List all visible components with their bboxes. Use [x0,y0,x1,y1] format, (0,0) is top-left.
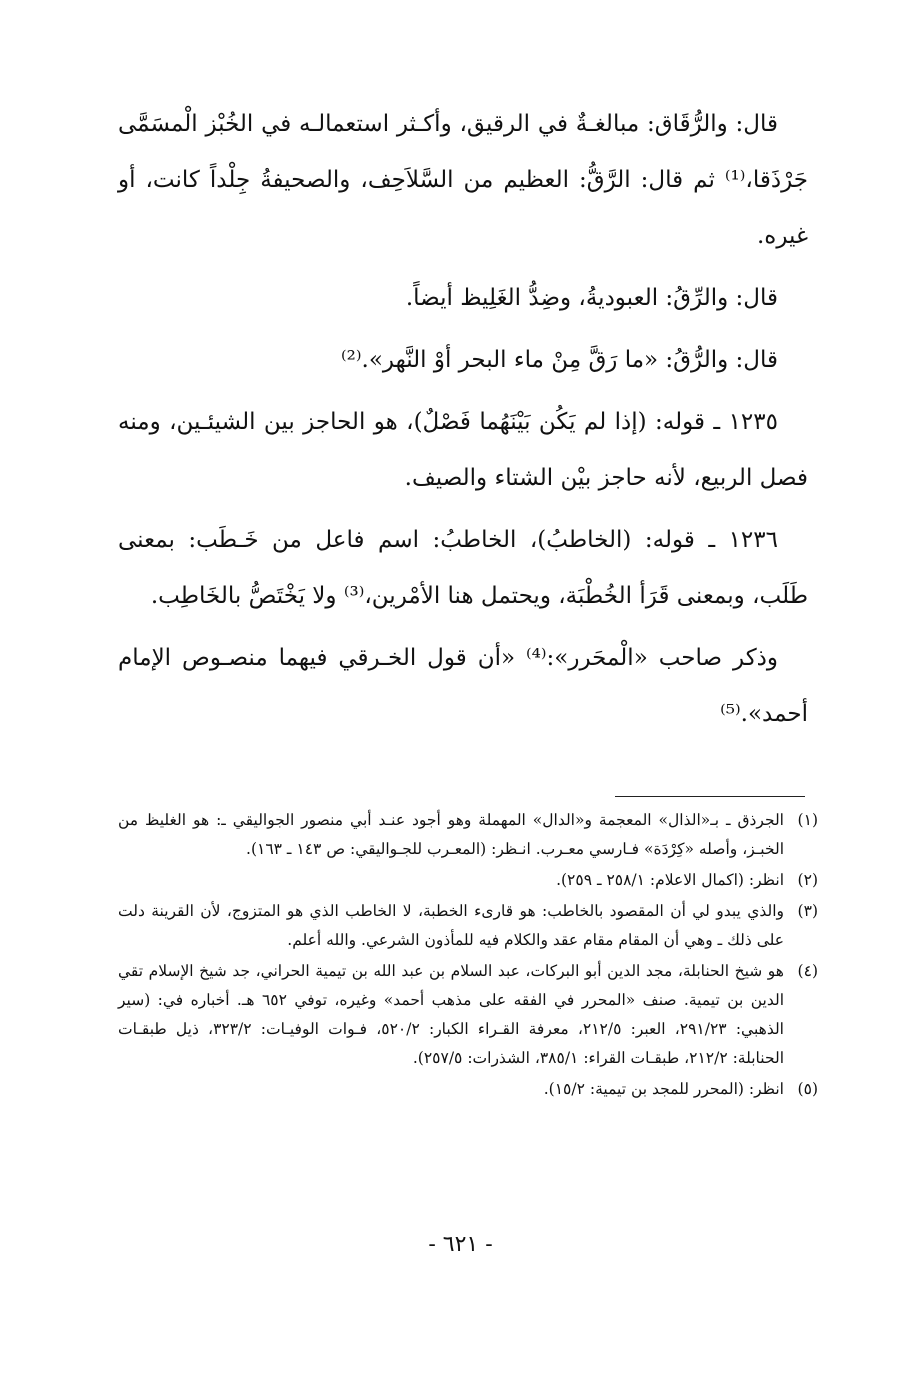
footnote-2 [118,866,818,895]
footnote-1 [118,806,818,864]
footnotes [118,806,818,1106]
footnote-number: (٣) [797,902,818,920]
footnote-number: (٢) [797,871,818,889]
footnote-separator [615,796,805,797]
paragraph-2: قال: والرِّقُ: العبوديةُ، وضِدُّ الغَلِيظ أيضاً. [405,285,778,311]
footnote-text: والذي يبدو لي أن المقصود بالخاطب: هو قارىء الخطبة، لا الخاطب الذي هو المتزوج، لأن القرينة دلت على ذلك ـ وهي أن المقام مقام عقد والكلام فيه للمأذون الشرعي. والله أعلم. [118,902,784,949]
paragraph-1: قال: والرُّقَاق: مبالغـةٌ في الرقيق، وأكـثر استعمالـه في الخُبْز الْمسَمَّى جَرْذَقا،⁽¹⁾ ثم قال: الرَّقُّ: العظيم من السَّلاَحِف، والصحيفةُ جِلْداً كانت، أو غيره. [118,111,808,249]
footnote-text: انظر: (اكمال الاعلام: ٢٥٨/١ ـ ٢٥٩). [556,871,784,889]
footnote-number: (٥) [797,1080,818,1098]
footnote-text: انظر: (المحرر للمجد بن تيمية: ١٥/٢). [543,1080,784,1098]
footnote-5 [118,1075,818,1104]
paragraph-5: ١٢٣٦ ـ قوله: (الخاطبُ)، الخاطبُ: اسم فاعل من خَـطَب: بمعنى طَلَب، وبمعنى قَرَأ الخُطْبَة، ويحتمل هنا الأمْرين،⁽³⁾ ولا يَخْتَصُّ بالخَاطِب. [118,527,808,609]
paragraph-4: ١٢٣٥ ـ قوله: (إذا لم يَكُن بَيْنَهُما فَصْلٌ)، هو الحاجز بين الشيئـين، ومنه فصل الربيع، لأنه حاجز بيْن الشتاء والصيف. [118,409,808,491]
footnote-text: هو شيخ الحنابلة، مجد الدين أبو البركات، عبد السلام بن عبد الله بن تيمية الحراني، جد شيخ الإسلام تقي الدين بن تيمية. صنف «المحرر في الفقه على مذهب أحمد» وغيره، توفي ٦٥٢ هـ. أخباره في: (سير الذهبي: ٢٩١/٢٣، العبر: ٢١٢/٥، معرفة القـراء الكبار: ٥٢٠/٢، فـوات الوفيـات: ٣٢٣/٢، ذيل طبقـات الحنابلة: ٢١٢/٢، طبقـات القراء: ٣٨٥/١، الشذرات: ٢٥٧/٥). [118,962,784,1067]
footnote-number: (١) [797,811,818,829]
footnote-text: الجرذق ـ بـ«الذال» المعجمة و«الدال» المهملة وهو أجود عنـد أبي منصور الجواليقي ـ: هو الغليظ من الخبـز، وأصله «كِرْدَة» فـارسي معـرب. انـظر: (المعـرب للجـواليقي: ص ١٤٣ ـ ١٦٣). [118,811,784,858]
footnote-4 [118,957,818,1073]
paragraph-3: قال: والرُّقُ: «ما رَقَّ مِنْ ماء البحر أوْ النَّهر».⁽²⁾ [341,347,778,373]
footnote-number: (٤) [797,962,818,980]
main-text [118,96,808,748]
paragraph-6: وذكر صاحب «الْمحَرر»:⁽⁴⁾ «أن قول الخـرقي فيهما منصـوص الإمام أحمد».⁽⁵⁾ [118,645,808,727]
footnote-3 [118,897,818,955]
page-number: - ٦٢١ - [428,1232,493,1257]
